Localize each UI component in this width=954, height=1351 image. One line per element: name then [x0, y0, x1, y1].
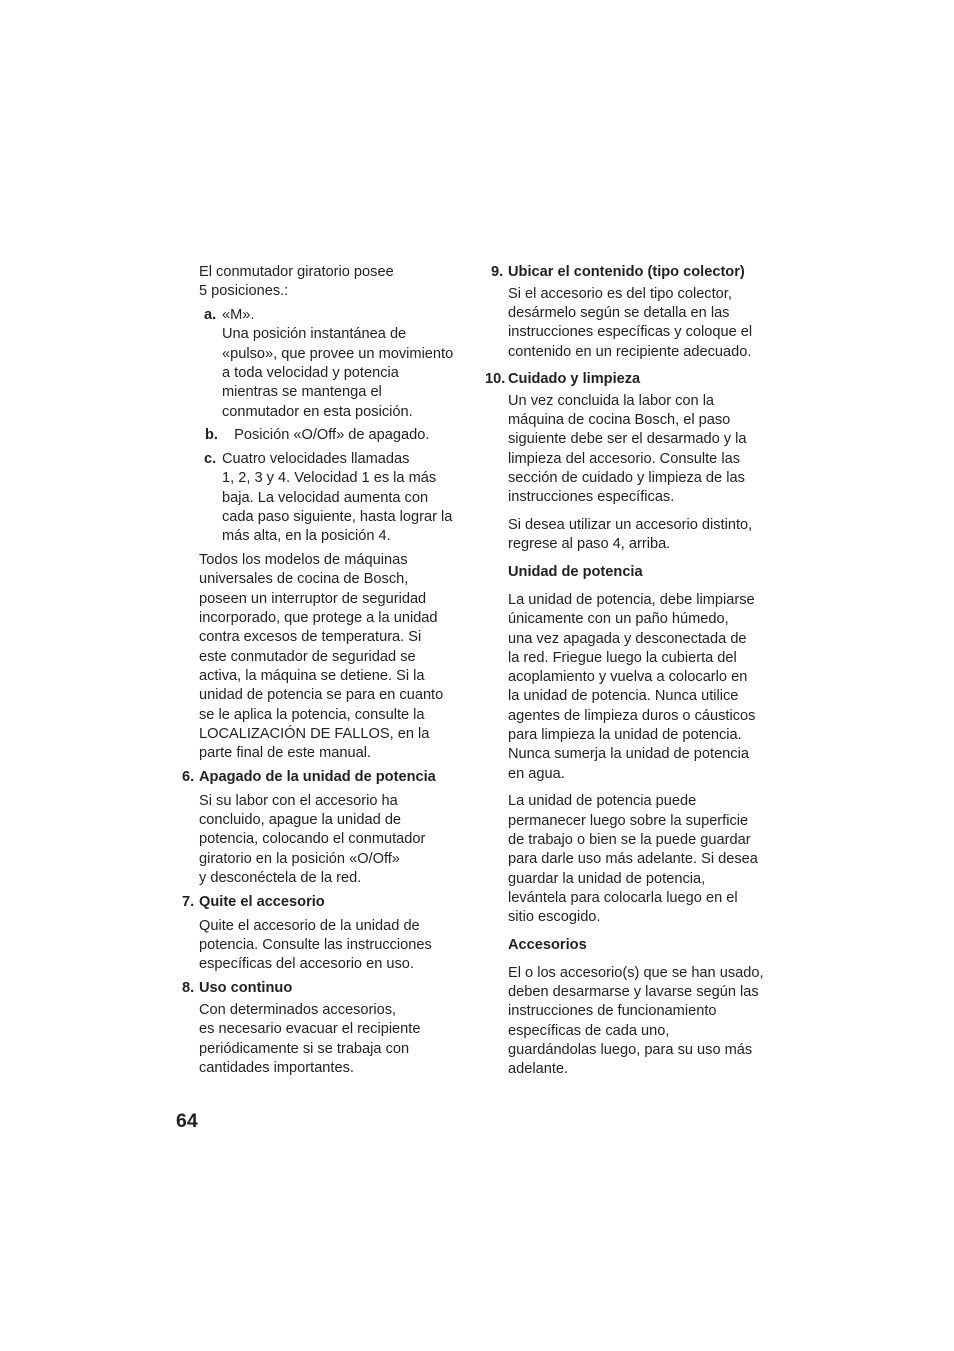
step-8: 8. Uso continuo Con determinados accesorios, es necesario evacuar el recipiente periódicamente si se trabaja con cantidades importantes. [199, 979, 484, 1078]
step-heading: 7. Quite el accesorio [199, 893, 484, 912]
step-heading: 8. Uso continuo [199, 979, 484, 998]
left-column [182, 263, 484, 1078]
step-heading: 10. Cuidado y limpieza [508, 370, 783, 389]
position-item-b: b. Posición «O/Off» de apagado. [199, 426, 484, 445]
position-label: c. [204, 451, 217, 468]
step-number: 10. [485, 370, 506, 387]
step-number: 9. [491, 264, 504, 280]
intro-paragraph: El conmutador giratorio posee 5 posiciones.: [199, 264, 394, 300]
position-item-a: a. «M». Una posición instantánea de «pulso», que provee un movimiento a toda velocidad y potencia mientras se mantenga el conmutador en esta posición. [204, 307, 454, 420]
power-unit-paragraph-2: La unidad de potencia puede permanecer luego sobre la superficie de trabajo o bien se la puede guardar para darle uso más adelante. Si desea guardar la unidad de potencia, levántela para colocarla luego en el sitio escogido. [508, 793, 758, 926]
step-number: 7. [182, 893, 195, 910]
step-heading: 9. Ubicar el contenido (tipo colector) [508, 263, 783, 282]
power-unit-heading: Unidad de potencia [508, 564, 643, 581]
position-item-c: c. Cuatro velocidades llamadas 1, 2, 3 y 4. Velocidad 1 es la más baja. La velocidad aumenta con cada paso siguiente, hasta lograr la más alta, en la posición 4. [204, 451, 453, 545]
step-7: 7. Quite el accesorio Quite el accesorio de la unidad de potencia. Consulte las instrucciones específicas del accesorio en uso. [199, 893, 484, 975]
step-number: 6. [182, 768, 195, 785]
accessories-heading: Accesorios [508, 937, 587, 953]
safety-paragraph: Todos los modelos de máquinas universales de cocina de Bosch, poseen un interruptor de seguridad incorporado, que protege a la unidad contra excesos de temperatura. Si este conmutador de seguridad se activa, la máquina se detiene. Si la unidad de potencia se para en cuanto se le aplica la potencia, consulte la LOCALIZACIÓN DE FALLOS, en la parte final de este manual. [199, 552, 444, 762]
page-number: 64 [176, 1110, 198, 1132]
step-10: 10. Cuidado y limpieza Un vez concluida la labor con la máquina de cocina Bosch, el paso siguiente debe ser el desarmado y la limpieza del accesorio. Consulte las sección de cuidado y limpieza de las instrucciones específicas. Si desea utilizar un accesorio distinto, regrese al paso 4, arriba. [508, 370, 783, 555]
step-10-extra-paragraph: Si desea utilizar un accesorio distinto, regrese al paso 4, arriba. [508, 517, 753, 553]
right-column [485, 263, 783, 1080]
step-number: 8. [182, 979, 195, 996]
accessories-paragraph: El o los accesorio(s) que se han usado, deben desarmarse y lavarse según las instrucciones de funcionamiento específicas de cada uno, guardándolas luego, para su uso más adelante. [508, 964, 764, 1078]
step-9: 9. Ubicar el contenido (tipo colector) Si el accesorio es del tipo colector, desármelo según se detalla en las instrucciones específicas y coloque el contenido en un recipiente adecuado. [508, 263, 783, 362]
power-unit-paragraph-1: La unidad de potencia, debe limpiarse únicamente con un paño húmedo, una vez apagada y desconectada de la red. Friegue luego la cubierta del acoplamiento y vuelva a colocarlo en la unidad de potencia. Nunca utilice agentes de limpieza duros o cáusticos para limpieza la unidad de potencia. Nunca sumerja la unidad de potencia en agua. [508, 591, 756, 782]
step-6: 6. Apagado de la unidad de potencia Si su labor con el accesorio ha concluido, apague la unidad de potencia, colocando el conmutador giratorio en la posición «O/Off» y desconéctela de la red. [199, 768, 484, 888]
position-label: a. [204, 307, 217, 324]
position-label: b. [205, 427, 218, 444]
step-heading: 6. Apagado de la unidad de potencia [199, 768, 484, 787]
